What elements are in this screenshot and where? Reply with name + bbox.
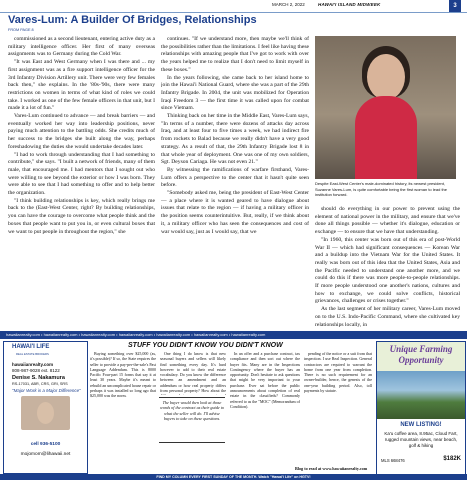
photo-face <box>367 54 405 100</box>
photo-caption: Despite East-West Center's male-dominated history, its newest president, Suzanne Vares-Lum, is quite comfortable being the first woman to lead the institution forward. <box>315 181 447 197</box>
mls-number: MLS 668476 <box>381 458 405 463</box>
listing-price: $182K <box>443 456 461 462</box>
listing-description: Ka'u coffee area, 8.95ac, Cloud Fart, rugged mountain views, near beach, golf & hiking <box>384 431 458 448</box>
article-paragraph: Vares-Lum continued to advance — and break barriers — and eventually worked her way into leadership positions, never paying much attention to the battling odds. She credits much of her success to the bridges she built along the way, perhaps foreshadowing the duties she would undertake decades later. <box>8 113 155 150</box>
stuff-column-2 <box>160 351 226 395</box>
article-column-3 <box>315 206 460 330</box>
stuff-column-3 <box>230 351 300 463</box>
continued-from-label: FROM PAGE 8 <box>8 28 34 32</box>
issue-date: MARCH 2, 2022 <box>272 2 305 7</box>
hawaii-life-logo: HAWAI'I LIFE <box>12 344 50 350</box>
article-paragraph: should do everything in our power to prevent using the element of national power in the military, and ensure that we've done all things possible — whether it's dialogue, education or exchange — to ensure that we have that understanding. <box>315 206 460 236</box>
cell-number: cell 936-5100 <box>30 442 61 447</box>
article-paragraph: By witnessing the ramifications of warfare firsthand, Vares-Lum offers a perspective to the center that it hasn't quite seen before. <box>161 166 309 189</box>
publication-name: HAWAI'I ISLAND MIDWEEK <box>318 2 381 7</box>
article-column-1 <box>8 36 155 328</box>
article-paragraph: "I think building relationships is key, which really brings me back to the (East-West Center, right? By building relationships, you can have the courage to overcome what people think and the boxes that people want to put you in, or even cultural boxes that we want to put people in throughout the region," she <box>8 197 155 235</box>
page-number: 3 <box>449 0 461 12</box>
office-phone: 808-987-9028 ext. 8122 <box>12 368 60 373</box>
photo-shirt <box>355 96 417 179</box>
listing-banner: Unique Farming Opportunity <box>377 342 465 371</box>
article-paragraph: Thinking back on her time in the Middle East, Vares-Lum says, "In terms of a number, there were dozens of attacks day across Iraq, and at least four to five times a week, we had indirect fire from rockets to Balad because we really didn't have a very good strategy. As a result of that, the 29th Infantry Brigade lost 8 in that whole year of deployment. One was one of my own soldiers, Sgt. Deyson Cariaga. He was not even 21." <box>161 113 309 166</box>
article-paragraph: commissioned as a second lieutenant, entering active duty as a military intelligence officer. Her first of many overseas assignments was to Germany during the Cold War. <box>8 36 155 58</box>
footer-banner: FIND MY COLUMN EVERY FIRST SUNDAY OF THE MONTH. Watch "Hawai'i Life" on HGTV! <box>0 474 467 480</box>
ad-website[interactable]: hawaiianrealty.com <box>12 362 54 367</box>
article-title: Vares-Lum: A Builder Of Bridges, Relationships <box>8 14 257 26</box>
stuff-column-1 <box>90 351 156 399</box>
column-title: STUFF YOU DIDN'T KNOW YOU DIDN'T KNOW <box>128 342 283 349</box>
article-paragraph: "Somebody asked me, being the president of East-West Center — a place where it is wanted geared to have dialogue about issues that relate to the region — if having a military officer in the position seems counterintuitive. But, really, if we think about it, a military officer who has seen the consequences and cost of war would say, just as I would say, that we <box>161 190 309 235</box>
stuff-paragraph-3: In an offer and a purchase contract, tax compliance and then sort out where the buyer fits. Many are in the Inspections Contingency where the buyer has an opportunity. Don't hesitate to ask questions that might be very important to your purchase. Ever sat before the public announcements about completion of real estate in the classifieds? Commonly referred to as the "MOC" (Memorandum of Condition). <box>230 351 300 409</box>
agent-email[interactable]: mojomom@lihawaii.net <box>20 452 71 457</box>
logo-subtitle: REAL ESTATE BROKERS <box>16 352 49 356</box>
agent-photo <box>21 396 70 430</box>
listing-ad[interactable] <box>376 341 466 476</box>
article-paragraph: continues. "If we understand more, then maybe we'll think of the possibilities rather than the limitations. I feel like having these relationships with amazing people that I've got to work with over the years helped me to realize that I don't need to limit myself in these boxes." <box>161 36 309 73</box>
pull-quote: The buyer would then look at those words of the contract as their guide to what the seller will do. I'll advise buyers to take on these questions. <box>159 397 225 443</box>
new-listing-label: NEW LISTING! <box>400 422 442 428</box>
article-paragraph: "I had to work through understanding that I had something to contribute," she says. "I built a network of friends, many of them male, that encouraged me. I had mentors that I sought out who were willing to see beyond the exterior or how I was born. They were able to see that I had something to offer and to help better the organization. <box>8 151 155 197</box>
stuff-paragraph-2: One thing I do know is that new seasonal buyers and sellers will likely find something every day. It's hard however to add to their real estate vocabulary. Do you know the difference between an amendment and an addendum or how real property differs from personal property? How about the <box>160 351 226 394</box>
agent-tagline: "Major Work is a Major Difference" <box>12 388 81 393</box>
listing-photo <box>377 371 465 419</box>
president-photo <box>315 36 456 179</box>
realtor-ad[interactable] <box>3 341 88 474</box>
article-paragraph: As the last segment of her military career, Vares-Lum moved on to the U.S. Indo-Pacific Command, where she cultivated key relationships locally, in <box>315 306 460 328</box>
stuff-column-4 <box>304 351 372 463</box>
agent-name: Denise S. Nakamura <box>12 375 65 381</box>
agent-credentials: RS-17031, ABR, CRS, GRI, SRS <box>12 382 68 386</box>
stuff-paragraph-1: Buying something over $25,000 (as, it's possible)? If so, the State requires the seller to provide a pay-per-the-sale's Past Language Addendum. This is 8000 Pacific Four-part 15 forms that say it at least 30 years. Maybe it's meant to rebuild an uncomplicated house repair or perhaps it was installed so long ago that $25,000 was the norm. <box>90 351 156 399</box>
page-header <box>0 0 467 13</box>
article-column-2 <box>161 36 309 328</box>
blog-link[interactable]: Blog to read at www.hawaiianrealty.com <box>295 466 368 471</box>
ad-strip-banner[interactable] <box>0 331 467 339</box>
article-paragraph: "It was East and West Germany when I was there and ... my first assignment was as a fire support intelligence officer for the 3rd Infantry Division Artillery unit. There were very few females back then," she explains. In the '80s-'90s, there were many restrictions on women in terms of what kind of roles we could take. I worked as one of the few female officers in that unit, but I made it a lot of fun." <box>8 59 155 112</box>
stuff-paragraph-4: pending of the notice or a suit from that inspection. I use Real Inspection. General contractors are required to warrant the home from one year from completion. There is no such requirement for an owner-builder, hence, the genesis of the one-year building period. Also, toll payments by statute. <box>304 351 372 394</box>
article-paragraph: "In 1960, this center was born out of this era of post-World War II — which had significant consequences — Korean War and a buildup into the Vietnam War for the United States. It really was born out of this idea that the United States, Asia and the Pacific needed to understand one another more, and we could do this if there was more people-to-people relationships. If more people understood one another's nations, cultures and how to exchange, we could solve conflicts, historical grievances, challenges or crises together." <box>315 236 460 305</box>
article-paragraph: In the years following, she came back to her island home to join the Hawai'i National Guard, where she was a part of the 29th Infantry Brigade. In 2004, the unit was mobilized for Operation Iraqi Freedom 3 — the first time it was called upon for combat since Vietnam. <box>161 74 309 112</box>
ad-strip-text: hawaiianrealty.com • hawaiianrealty.com • hawaiianrealty.com • hawaiianrealty.com • hawaiianrealty.com • hawaiianrealty.com • hawaiianrealty.com <box>6 332 266 337</box>
